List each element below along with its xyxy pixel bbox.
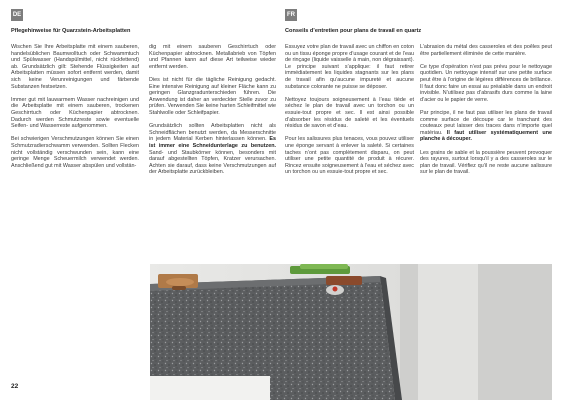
text-column-fr-1 [285, 44, 414, 182]
section-title-de: Pflegehinweise für Quarzstein-Arbeitsplatten [11, 28, 131, 34]
countertop-photo [150, 264, 552, 400]
page-number: 22 [11, 383, 19, 390]
text-column-fr-2 [420, 44, 552, 182]
section-title-fr: Conseils d’entretien pour plans de travail en quartz [285, 28, 422, 34]
paragraph [149, 123, 276, 176]
paragraph: Bei schwierigen Verschmutzungen können Sie einen Schmutzradierschwamm verwenden. Sollten Flecken nicht vollständig verschwunden sein, kann eine geringe Menge Scheuermilch verwendet werden. Anschließend gut mit Wasser abspülen und vollstän- [11, 136, 139, 169]
paragraph: dig mit einem sauberen Geschirrtuch oder Küchenpapier abtrocknen. Metallabrieb von Töpfen und Pfannen kann auf diese Art teilweise wieder entfernt werden. [149, 44, 276, 70]
highlight-text: Il faut utiliser systématiquement une planche à découper. [420, 129, 553, 143]
paragraph: Immer gut mit lauwarmem Wasser nachreinigen und die Arbeitsplatte mit einem sauberen, trockenen Geschirrtuch oder Küchenpapier abtrocknen. Dadurch werden Schmutzreste sowie eventuelle Seifen- und Wasserreste aufgenommen. [11, 96, 139, 130]
paragraph: Wischen Sie Ihre Arbeitsplatte mit einem sauberen, handelsüblichen Baumwolltuch oder Schwammtuch und Spülwasser (Handspülmittel, nicht rückfettend) ab. Grundsätzlich gilt: Stehende Flüssigkeiten auf Arbeitsplatten müssen sofort entfernt werden, damit sich keine Verunreinigungen und färbende Substanzen festsetzen. [11, 44, 139, 90]
paragraph: Essuyez votre plan de travail avec un chiffon en coton ou un tissu éponge propre d’usage courant et de l’eau de rinçage (liquide vaisselle à main, non dégraissant). Le principe suivant s’applique: il faut retirer immédiatement les liquides stagnants sur les plans de travail afin qu’aucune impureté et aucune substance colorante ne puisse se déposer. [285, 44, 414, 90]
paragraph-text: Par principe, il ne faut pas utiliser les plans de travail comme surface de découpe car le tranchant des couteaux peut laisser des traces dans n’importe quel matériau. [420, 109, 552, 136]
paragraph: Les grains de sable et la poussière peuvent provoquer des rayures, surtout lorsqu’il y a des casseroles sur le plan de travail. Vérifiez qu’il ne reste aucune salissure sur le plan de travail. [420, 149, 552, 176]
paragraph-text: Sand- und Staubkörner können, besonders mit darauf abgestellten Töpfen, Kratzer verursachen. Achten sie darauf, dass keine Verschmutzungen auf der Arbeitsplatte zurückbleiben. [149, 149, 276, 176]
paragraph: Dies ist nicht für die tägliche Reinigung gedacht. Eine intensive Reinigung auf kleiner Fläche kann zu geringen Glanzgradunterschieden führen. Die Anwendung ist daher an verdeckter Stelle zuvor zu prüfen. Verwenden Sie keine harten Schleifmittel wie Stahlwolle oder Schleifpapier. [149, 76, 276, 116]
highlight-text: Es ist immer eine Schneidunterlage zu benutzen. [149, 136, 276, 149]
paragraph: Nettoyez toujours soigneusement à l’eau tiède et séchez le plan de travail avec un torchon ou un essuie-tout propre et sec. Il est ainsi possible d’absorber les résidus de saleté et les éventuels résidus de savon et d’eau. [285, 96, 414, 130]
paragraph: L’abrasion du métal des casseroles et des poêles peut être partiellement éliminée de cette manière. [420, 44, 552, 57]
paragraph: Ce type d’opération n’est pas prévu pour le nettoyage quotidien. Un nettoyage intensif sur une petite surface peut être à l’origine de légères différences de brillance. Il faut donc faire un essai au préalable dans un endroit invisible. N’utilisez pas d’abrasifs durs comme la laine d’acier ou le papier de verre. [420, 63, 552, 103]
paragraph-text: Grundsätzlich sollten Arbeitsplatten nicht als Schneidflächen benutzt werden, da Messerschnitte in jedem Material Kerben hinterlassen können. [149, 123, 276, 143]
language-badge-de: DE [11, 9, 23, 21]
language-badge-fr: FR [285, 9, 297, 21]
text-column-de-2 [149, 44, 276, 182]
paragraph [420, 110, 552, 143]
paragraph: Pour les salissures plus tenaces, vous pouvez utiliser une éponge servant à enlever la saleté. Si certaines taches n’ont pas complètement disparu, on peut utiliser une petite quantité de produit à récurer. Rincez ensuite soigneusement à l’eau et séchez avec un torchon ou un essuie-tout propre et sec. [285, 136, 414, 176]
text-column-de-1 [11, 44, 139, 176]
